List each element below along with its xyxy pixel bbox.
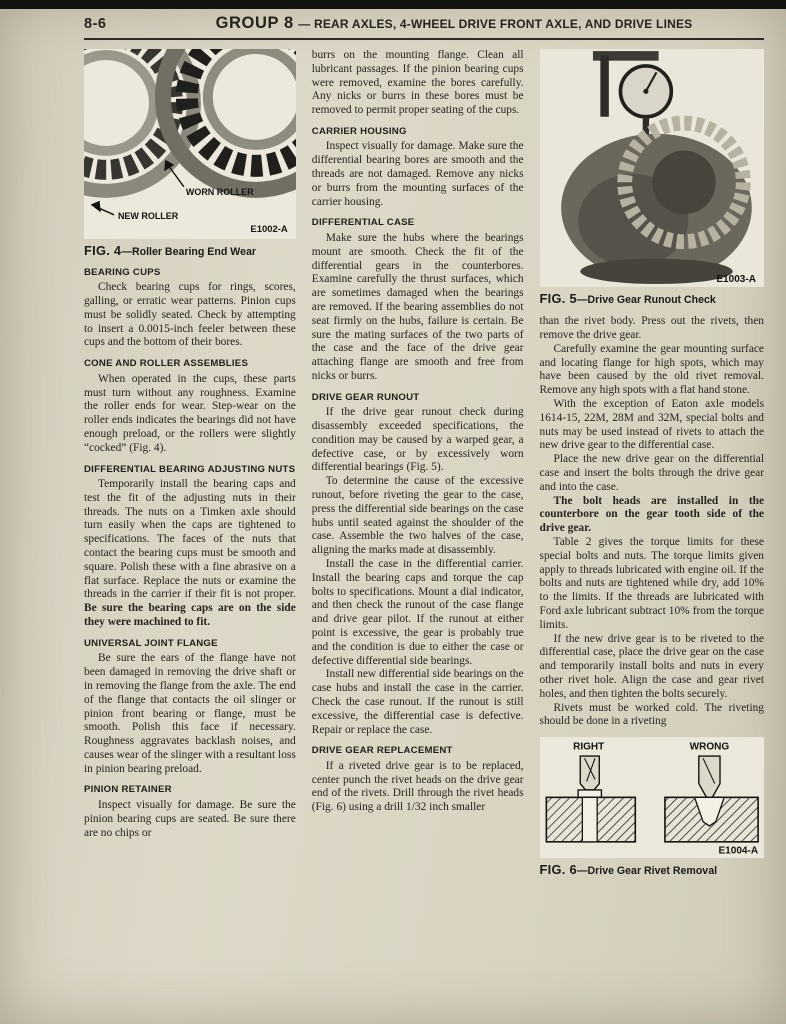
three-column-layout — [84, 49, 764, 886]
section-heading-uj-flange: UNIVERSAL JOINT FLANGE — [84, 637, 218, 649]
paragraph-continued-burrs: burrs on the mounting flange. Clean all lubricant passages. If the pinion bearing cups were removed, examine the bores carefully. Any nicks or burrs in these bores must be removed to permit proper seating of the cups. — [311, 49, 524, 117]
column-right — [540, 49, 764, 886]
figure-4-photo — [84, 49, 296, 239]
section-heading-diff-bearing-nuts: DIFFERENTIAL BEARING ADJUSTING NUTS — [84, 463, 296, 475]
figure-5-title: —Drive Gear Runout Check — [576, 294, 716, 307]
figure-4-caption — [84, 244, 296, 259]
section-heading-cone-roller: CONE AND ROLLER ASSEMBLIES — [84, 358, 249, 370]
paragraph-replacement: If a riveted drive gear is to be replaced, center punch the rivet heads on the drive gear end of the rivets. Drill through the rivet heads (Fig. 6) using a drill 1/32 inch smaller — [311, 759, 524, 814]
section-heading-pinion-retainer: PINION RETAINER — [84, 784, 172, 796]
fig4-photo-code: E1002-A — [250, 223, 288, 235]
figure-6-number: FIG. 6 — [539, 861, 577, 877]
scan-edge-artifact — [0, 0, 786, 9]
paragraph-diff-bearing-nuts — [84, 478, 296, 630]
figure-5 — [540, 49, 764, 307]
fig5-photo-code: E1003-A — [715, 273, 756, 285]
paragraph-rivet-new-gear: If the new drive gear is to be riveted to the differential case, place the drive gear on the case and temporarily install bolts and nuts in every other rivet hole. Align the case and gear rivet holes, and then tighten the bolts securely. — [539, 632, 764, 700]
section-heading-drive-gear-replacement: DRIVE GEAR REPLACEMENT — [311, 745, 453, 757]
figure-5-caption — [540, 292, 764, 307]
page-content — [84, 14, 764, 886]
paragraph-bearing-cups: Check bearing cups for rings, scores, galling, or erratic wear patterns. Pinion cups must be solidly seated. Check by attempting to insert a 0.0015-inch feeler between these cups and the bottom of their bores. — [84, 281, 296, 349]
fig6-right-label: RIGHT — [572, 741, 604, 753]
paragraph-differential-case: Make sure the hubs where the bearings mount are smooth. Check the fit of the differential gears in the counterbores. Examine carefully the thrust surfaces, which are sometimes damaged when the bearings are removed. If the bearing assemblies do not seat firmly on the hubs, failure is certain. Be sure the mating surfaces of the two parts of the case and the face of the drive gear attaching flange are smooth and free from nicks or burrs. — [311, 231, 524, 382]
fig6-wrong-label: WRONG — [689, 741, 729, 753]
figure-5-number: FIG. 5 — [539, 291, 577, 307]
group-title-main: GROUP 8 — [215, 14, 294, 32]
group-title-rest: — REAR AXLES, 4-WHEEL DRIVE FRONT AXLE, AND DRIVE LINES — [298, 17, 693, 31]
section-heading-bearing-cups: BEARING CUPS — [84, 266, 161, 278]
figure-4 — [84, 49, 296, 259]
paragraph-place-gear: Place the new drive gear on the differential case and insert the bolts through the drive gear and into the case. — [539, 453, 764, 493]
section-heading-drive-gear-runout: DRIVE GEAR RUNOUT — [311, 391, 420, 403]
fig4-worn-roller-label: WORN ROLLER — [185, 186, 254, 197]
section-heading-differential-case: DIFFERENTIAL CASE — [311, 217, 415, 229]
figure-6-title: —Drive Gear Rivet Removal — [576, 864, 718, 877]
figure-6-drawing — [540, 737, 764, 858]
fig6-drawing-code: E1004-A — [717, 845, 758, 857]
paragraph-runout-2: To determine the cause of the excessive runout, before riveting the gear to the case, press the differential side bearings on the case hubs until seated against the shoulder of the case. Assemble the two halves of the case, aligning the marks made at disassembly. — [311, 475, 524, 557]
figure-4-number: FIG. 4 — [84, 242, 122, 258]
paragraph-table2-torque: Table 2 gives the torque limits for these special bolts and nuts. The torque limits given apply to threads lubricated with engine oil. If the bolts and nuts are tightened while dry, add 10% to the limits. If the threads are lubricated with Ford axle lubricant subtract 10% from the torque limits. — [539, 535, 764, 631]
figure-5-photo — [540, 49, 764, 287]
paragraph-bold-text: Be sure the bearing caps are on the side they were machined to fit. — [84, 602, 296, 629]
column-left — [84, 49, 296, 886]
paragraph-pinion-retainer: Inspect visually for damage. Be sure the pinion bearing cups are seated. Be sure there are no chips or — [84, 798, 296, 839]
paragraph-runout-1: If the drive gear runout check during disassembly exceeded specifications, the condition may be caused by a warped gear, a defective case, or by excessively worn differential bearings (Fig. 5). — [311, 406, 524, 474]
paragraph-eaton-models: With the exception of Eaton axle models 1614-15, 22M, 28M and 32M, special bolts and nuts may be used instead of rivets to attach the new drive gear to the differential case. — [539, 398, 764, 452]
paragraph-carrier-housing: Inspect visually for damage. Make sure the differential bearing bores are smooth and the threads are not damaged. Remove any nicks or burrs from the mounting surfaces of the carrier housing. — [311, 140, 524, 208]
section-heading-carrier-housing: CARRIER HOUSING — [311, 125, 407, 137]
paragraph-cone-roller: When operated in the cups, these parts must turn without any roughness. Examine the roller ends for wear. Step-wear on the roller ends indicates the bearings did not have enough preload, or the rollers were slightly “cocked” (Fig. 4). — [84, 372, 296, 454]
page-title — [144, 14, 764, 33]
page-header — [84, 14, 764, 40]
figure-4-title: —Roller Bearing End Wear — [121, 245, 256, 258]
figure-6-caption — [540, 863, 764, 878]
fig4-new-roller-label: NEW ROLLER — [117, 210, 179, 221]
paragraph-uj-flange: Be sure the ears of the flange have not been damaged in removing the drive shaft or in removing the flange from the axle. The end of the flange that contacts the oil slinger or pinion front bearing or flange, must be smooth. Polish this face if necessary. Roughness aggravates backlash noises, and causes wear of the slinger with a resultant loss in pinion bearing preload. — [84, 652, 296, 775]
paragraph-rivets-cold: Rivets must be worked cold. The riveting should be done in a riveting — [539, 701, 764, 728]
paragraph-runout-3: Install the case in the differential carrier. Install the bearing caps and torque the cap bolts to specifications. Mount a dial indicator, and then check the runout of the case flange and drive gear pilot. If the runout at either point is excessive, the gear is probably true and the condition is due to either the case or defective differential side bearings. — [311, 558, 524, 667]
paragraph-examine-gear: Carefully examine the gear mounting surface and locating flange for high spots, which may have been caused by the old rivet removal. Remove any high spots with a flat hand stone. — [539, 342, 764, 397]
column-middle — [312, 49, 524, 886]
page-number: 8-6 — [84, 16, 107, 32]
paragraph-runout-4: Install new differential side bearings on the case hubs and install the case in the carrier. Check the case runout. If the runout is still excessive, the differential case is defective. Repair or replace the case. — [311, 668, 524, 736]
paragraph-continued-rivet-body: than the rivet body. Press out the rivets, then remove the drive gear. — [539, 315, 764, 342]
figure-6 — [540, 737, 764, 878]
paragraph-text: Temporarily install the bearing caps and test the fit of the adjusting nuts in their threads. The nuts on a Timken axle should turn easily when the caps are tightened to specifications. The faces of the nuts that contact the bearing cups must be smooth and square. Polish these with a fine abrasive on a flat surface. Replace the nuts or examine the threads in the carrier if their fit is not proper. — [84, 478, 296, 601]
paragraph-bolt-heads-bold: The bolt heads are installed in the counterbore on the gear tooth side of the drive gear. — [539, 494, 764, 535]
